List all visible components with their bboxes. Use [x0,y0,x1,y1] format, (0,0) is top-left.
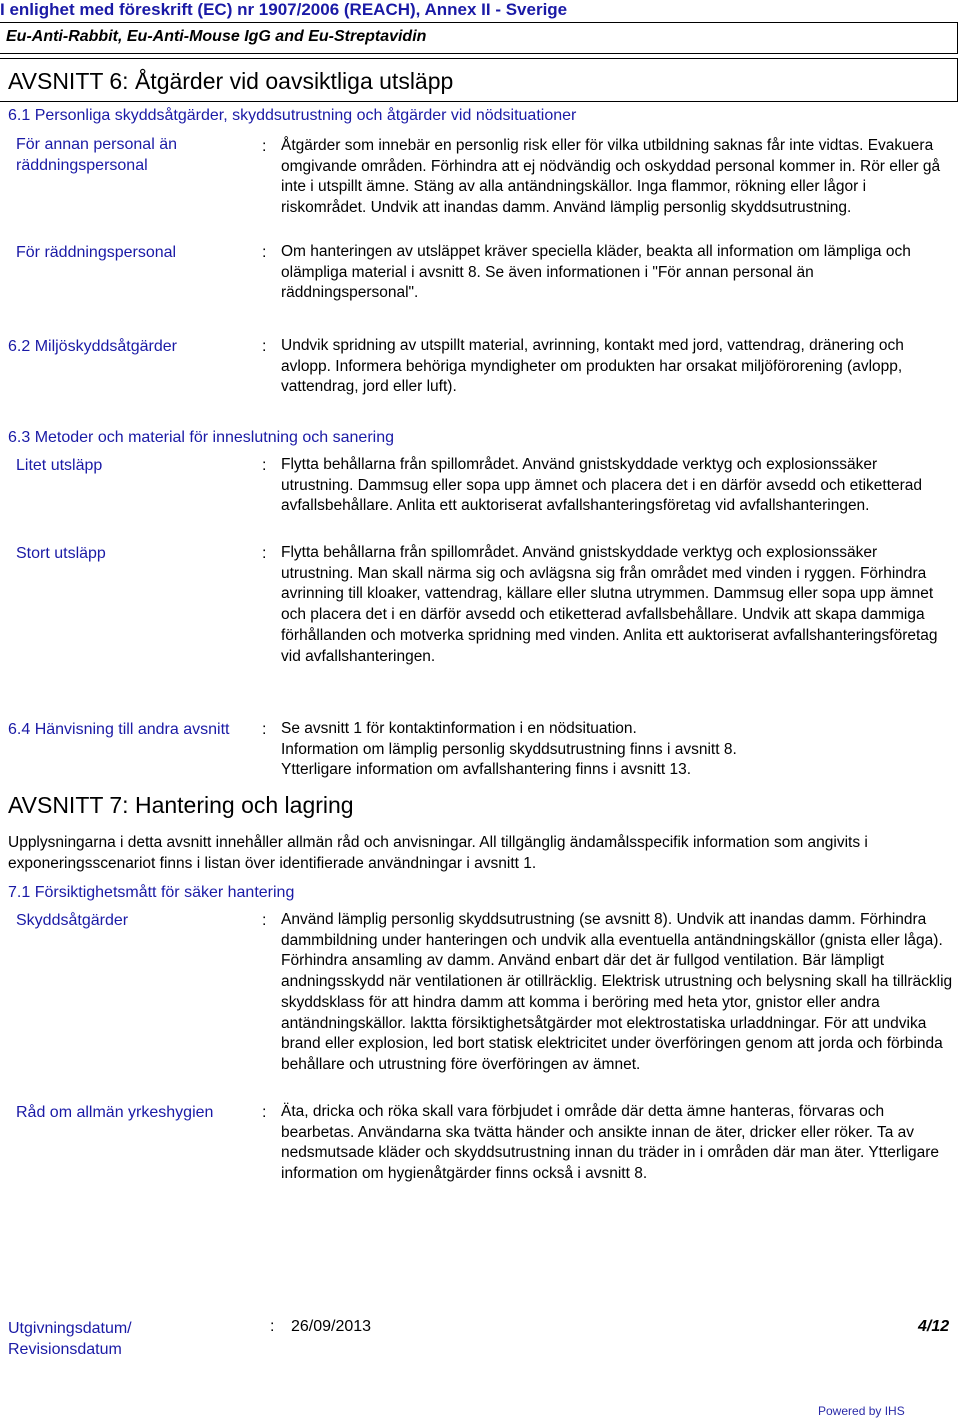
powered-by: Powered by IHS [818,1404,905,1418]
subsection-6-4-label: 6.4 Hänvisning till andra avsnitt [8,721,230,738]
section7-title: AVSNITT 7: Hantering och lagring [8,792,354,818]
footer-date-value: 26/09/2013 [291,1318,372,1335]
large-spill-text: Flytta behållarna från spillområdet. Använd gnistskyddade verktyg och explosionssäker utrustning. Man skall närma sig och avlägsna sig från området med vinden i ryggen. Förhindra avrinning till kloaker, vattendrag, källare eller slutna utrymmen. Dammsug eller sopa upp ämnet och placera det i en därför avsedd och etiketterad avfallsbehållare. Undvik att skapa dammiga förhållanden och motverka spridning med vinden. Anlita ett auktoriserat avfallshanteringsföretag vid avfallshanteringen. [281,544,938,665]
other-personnel-label: För annan personal än räddningspersonal [16,136,177,174]
hygiene-text: Äta, dricka och röka skall vara förbjudet i område där detta ämne hanteras, förvaras och bearbetas. Användarna ska tvätta händer och ansikte innan de äter, dricker eller röker. Ta av nedsmutsade kläder och skyddsutrustning innan du träder in i områden där man äter. Ytterligare information om hygienåtgärder finns också i avsnitt 8. [281,1103,939,1183]
colon: : [262,457,267,474]
other-personnel-text: Åtgärder som innebär en personlig risk eller för vilka utbildning saknas får inte vidtas. Evakuera omgivande områden. Förhindra att ej nödvändig och oskyddad personal kommer in. Rör eller gå inte i utspillt ämne. Stäng av alla antändningskällor. Inga flammor, rökning eller lågor i riskområdet. Undvik att inandas damm. Använd lämplig personlig skyddsutrustning. [281,137,941,217]
colon: : [262,138,267,155]
protective-measures-label: Skyddsåtgärder [16,912,129,929]
colon: : [262,244,267,261]
rescue-personnel-text: Om hanteringen av utsläppet kräver speciella kläder, beakta all information om lämpliga och olämpliga material i avsnitt 8. Se även informationen i "För annan personal än räddningspersonal". [281,243,911,302]
reference-line: Se avsnitt 1 för kontaktinformation i en nödsituation. [281,720,637,737]
subsection-6-4-text [281,719,951,781]
subsection-6-3-title: 6.3 Metoder och material för inneslutning och sanering [8,429,394,446]
colon: : [262,912,267,929]
page-number: 4/12 [918,1318,950,1335]
subsection-7-1-title: 7.1 Försiktighetsmått för säker hantering [8,884,295,901]
colon: : [262,338,267,355]
colon: : [270,1318,275,1335]
product-name: Eu-Anti-Rabbit, Eu-Anti-Mouse IgG and Eu-Streptavidin [6,28,427,45]
subsection-6-2-label: 6.2 Miljöskyddsåtgärder [8,338,177,355]
section6-title: AVSNITT 6: Åtgärder vid oavsiktliga utsläpp [8,68,454,94]
colon: : [262,721,267,738]
hygiene-label: Råd om allmän yrkeshygien [16,1104,214,1121]
protective-measures-text: Använd lämplig personlig skyddsutrustning (se avsnitt 8). Undvik att inandas damm. Förhindra dammbildning under hanteringen och undvik alla eventuella antändningskällor (gnista eller låga). Förhindra ansamling av damm. Använd enbart där det är fullgod ventilation. Bär lämpligt andningsskydd när ventilationen är otillräcklig. Elektrisk utrustning och belysning skall ha tillräcklig skyddsklass för att hindra damm att komma i beröring med heta ytor, gnistor eller andra antändningskällor. laktta försiktighetsåtgärder mot elektrostatiska urladdningar. För att undvika brand eller explosion, led bort statisk elektricitet under överföringen genom att jorda och förbinda behållare och utrustning före överföringen av ämnet. [281,911,953,1073]
subsection-6-1-title: 6.1 Personliga skyddsåtgärder, skyddsutrustning och åtgärder vid nödsituationer [8,107,577,124]
colon: : [262,1104,267,1121]
small-spill-text: Flytta behållarna från spillområdet. Använd gnistskyddade verktyg och explosionssäker utrustning. Dammsug eller sopa upp ämnet och placera det i en därför avsedd och etiketterad avfallsbehållare. Anlita ett auktoriserat avfallshanteringsföretag vid avfallshanteringen. [281,456,923,515]
large-spill-label: Stort utsläpp [16,545,106,562]
footer-date-label: Utgivningsdatum/ Revisionsdatum [8,1320,132,1358]
subsection-6-2-text: Undvik spridning av utspillt material, avrinning, kontakt med jord, vattendrag, dränering och avlopp. Informera behöriga myndigheter om produkten har orsakat miljöförorening (avlopp, vattendrag, jord eller luft). [281,337,904,396]
reference-line: Ytterligare information om avfallshantering finns i avsnitt 13. [281,761,692,779]
regulation-header: I enlighet med föreskrift (EC) nr 1907/2006 (REACH), Annex II - Sverige [0,0,568,19]
small-spill-label: Litet utsläpp [16,457,103,474]
reference-line: Information om lämplig personlig skyddsutrustning finns i avsnitt 8. [281,740,737,758]
section7-intro: Upplysningarna i detta avsnitt innehåller allmän råd och anvisningar. All tillgänglig ändamålsspecifik information som angivits i exponeringsscenariot finns i listan över identifierade användningar i avsnitt 1. [8,834,868,872]
rescue-personnel-label: För räddningspersonal [16,244,177,261]
colon: : [262,545,267,562]
